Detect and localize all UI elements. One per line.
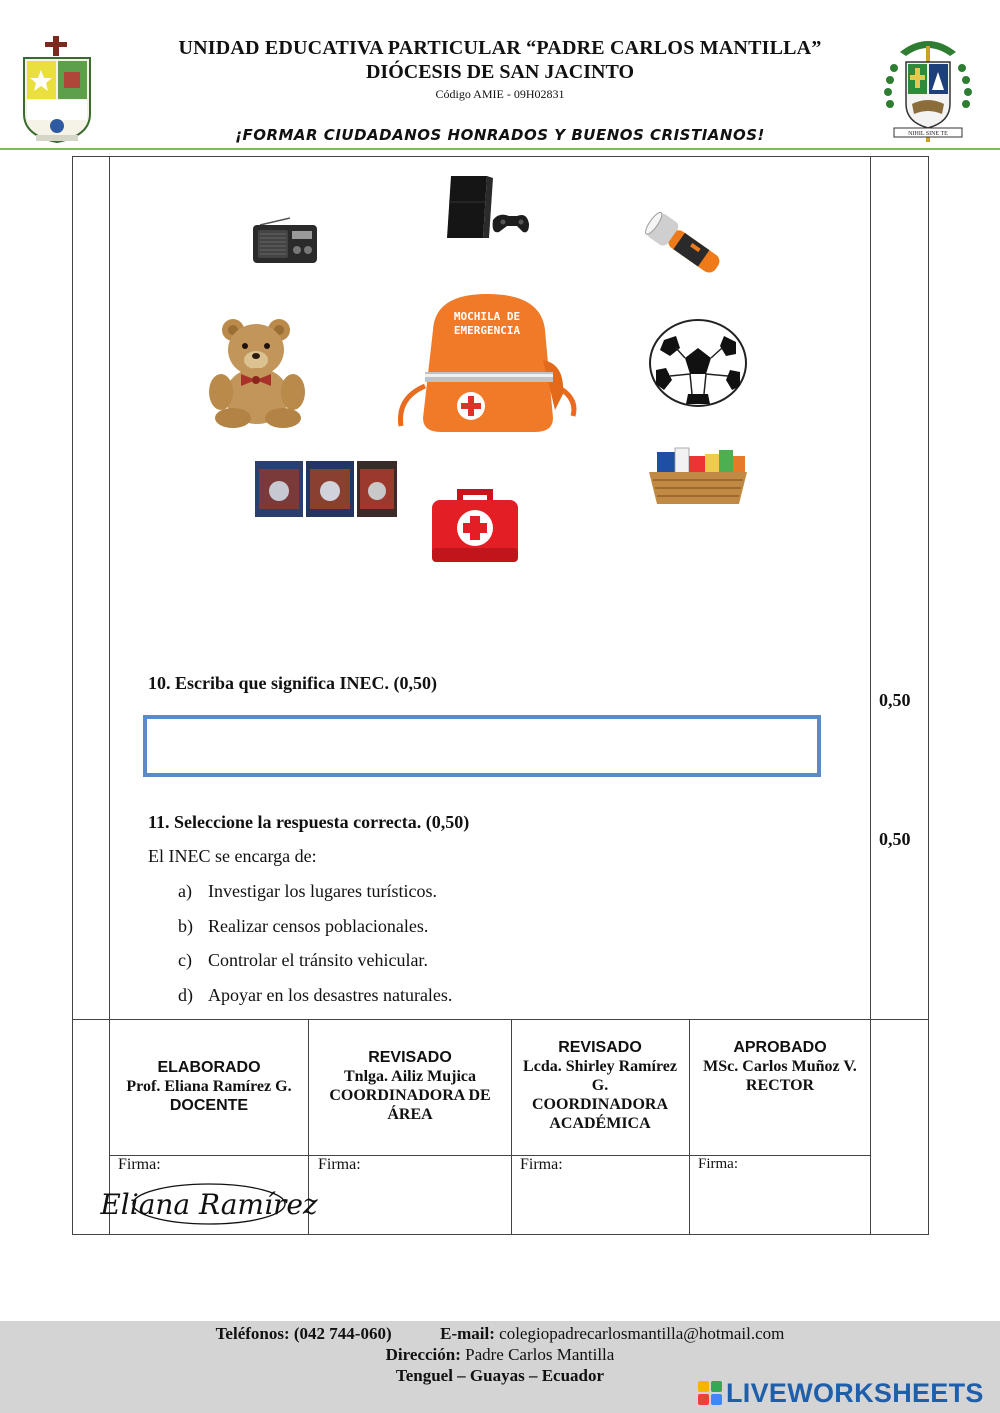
school-name: UNIDAD EDUCATIVA PARTICULAR “PADRE CARLOS MANTILLA”: [178, 37, 822, 59]
question-11-stem: El INEC se encarga de:: [148, 846, 317, 866]
option-letter: d): [178, 985, 193, 1005]
question-10-score: 0,50: [879, 690, 911, 710]
signature-name: MSc. Carlos Muñoz V.: [703, 1058, 857, 1075]
signature-table-top: [72, 1019, 929, 1020]
option-d[interactable]: [178, 985, 452, 1006]
signature-title: DOCENTE: [169, 1097, 249, 1114]
game-console-image: [443, 172, 531, 247]
firma-label: Firma:: [118, 1156, 161, 1173]
signature-cell-elaborado: [110, 1058, 308, 1115]
frame-left-border: [72, 156, 73, 1235]
question-11-score: 0,50: [879, 829, 911, 849]
backpack-label-line2: EMERGENCIA: [453, 324, 521, 337]
coat-of-arms-motto: NIHIL SINE TE: [908, 131, 948, 137]
signature-role: REVISADO: [558, 1039, 642, 1056]
signature-title: RECTOR: [745, 1077, 815, 1094]
signature-name: Prof. Eliana Ramírez G.: [126, 1078, 292, 1095]
signature-role: REVISADO: [368, 1049, 452, 1066]
email-address: colegiopadrecarlosmantilla@hotmail.com: [499, 1324, 785, 1343]
backpack-label-line1: MOCHILA DE: [453, 310, 521, 323]
firma-label: Firma:: [318, 1156, 361, 1173]
first-aid-kit-image: [430, 488, 520, 569]
frame-score-column: [870, 156, 871, 1235]
phone-number: (042 744-060): [293, 1324, 392, 1343]
firma-label: Firma:: [698, 1156, 738, 1172]
inec-answer-field[interactable]: [143, 715, 821, 777]
option-b[interactable]: [178, 916, 428, 937]
signature-role: APROBADO: [733, 1039, 827, 1056]
option-letter: b): [178, 916, 193, 936]
school-motto: ¡FORMAR CIUDADANOS HONRADOS Y BUENOS CRISTIANOS!: [235, 126, 765, 144]
address-label: Dirección:: [385, 1345, 461, 1364]
header-divider: [0, 148, 1000, 150]
option-text: Controlar el tránsito vehicular.: [208, 950, 428, 970]
emergency-backpack-image: [395, 290, 580, 445]
dvd-movies-image: [253, 459, 399, 524]
option-text: Realizar censos poblacionales.: [208, 916, 429, 936]
signature-col-divider-3: [689, 1019, 690, 1235]
option-text: Apoyar en los desastres naturales.: [208, 985, 453, 1005]
liveworksheets-icon: [698, 1381, 722, 1405]
option-text: Investigar los lugares turísticos.: [208, 881, 437, 901]
footer-contact-line: [0, 1324, 1000, 1344]
radio-image: [250, 215, 320, 272]
food-basket-image: [645, 446, 751, 513]
signature-name: Lcda. Shirley Ramírez G.: [523, 1058, 677, 1094]
signature-title: COORDINADORA DE ÁREA: [329, 1087, 491, 1123]
frame-top-border: [72, 156, 929, 157]
diocese-name: DIÓCESIS DE SAN JACINTO: [365, 61, 635, 83]
question-10-title: 10. Escriba que significa INEC. (0,50): [148, 673, 438, 693]
teddy-bear-image: [205, 318, 311, 433]
signature-col-divider-2: [511, 1019, 512, 1235]
signature-name: Tnlga. Ailiz Mujica: [344, 1068, 476, 1085]
signature-title: COORDINADORA ACADÉMICA: [532, 1096, 668, 1132]
amie-code: Código AMIE - 09H02831: [435, 87, 565, 101]
option-c[interactable]: [178, 950, 428, 971]
handwritten-signature-text: Eliana Ramírez: [100, 1188, 318, 1221]
signature-role: ELABORADO: [157, 1059, 261, 1076]
liveworksheets-brand: LIVEWORKSHEETS: [726, 1377, 984, 1408]
signature-cell-revisado-academica: [522, 1038, 678, 1133]
signature-cell-revisado-area: [312, 1048, 508, 1124]
phone-label: Teléfonos:: [215, 1324, 290, 1343]
signature-cell-aprobado: [700, 1038, 860, 1095]
footer-address-line: [0, 1345, 1000, 1365]
school-logo: [18, 36, 96, 146]
firma-label: Firma:: [520, 1156, 563, 1173]
flashlight-image: [630, 218, 722, 299]
option-a[interactable]: [178, 881, 437, 902]
option-letter: a): [178, 881, 192, 901]
firma-row-divider: [109, 1155, 871, 1156]
frame-right-border: [928, 156, 929, 1235]
handwritten-signature: [100, 1176, 318, 1235]
address-value: Padre Carlos Mantilla: [465, 1345, 615, 1364]
soccer-ball-image: [648, 318, 748, 413]
question-11-title: 11. Seleccione la respuesta correcta. (0,50): [148, 812, 470, 832]
option-letter: c): [178, 950, 192, 970]
email-label: E-mail:: [440, 1324, 495, 1343]
liveworksheets-logo[interactable]: [698, 1378, 984, 1408]
location-value: Tenguel – Guayas – Ecuador: [395, 1366, 605, 1385]
